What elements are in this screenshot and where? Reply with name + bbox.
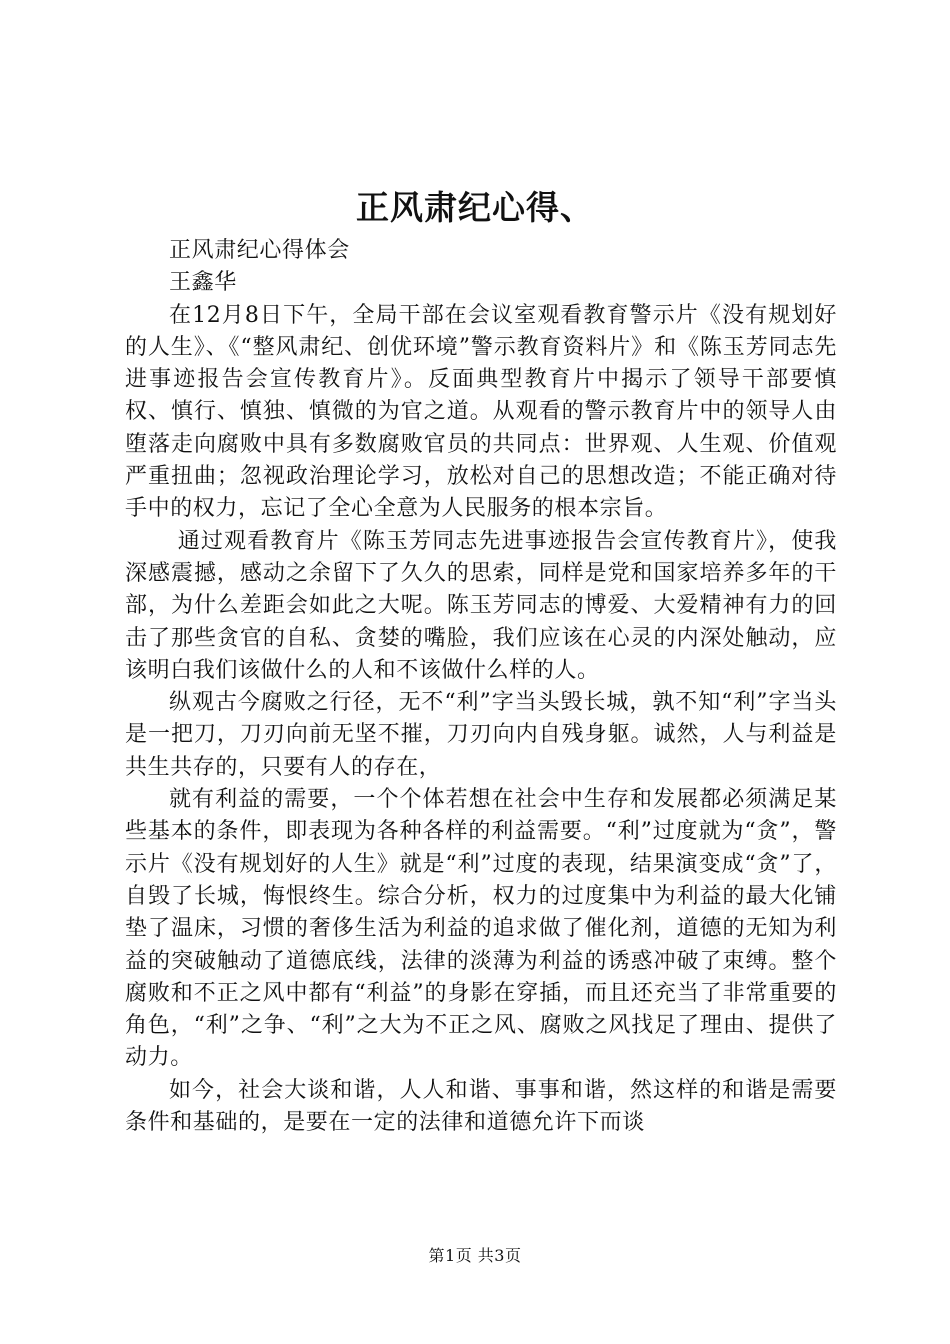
paragraph-2: 通过观看教育片《陈玉芳同志先进事迹报告会宣传教育片》，使我深感震撼，感动之余留下了久久的思索，同样是党和国家培养多年的干部，为什么差距会如此之大呢。陈玉芳同志的博爱、大爱精神有力的回击了那些贪官的自私、贪婪的嘴脸，我们应该在心灵的内深处触动，应该明白我们该做什么的人和不该做什么样的人。 [125,528,837,683]
paragraph-4: 就有利益的需要，一个个体若想在社会中生存和发展都必须满足某些基本的条件，即表现为各种各样的利益需要。“利”过度就为“贪”，警示片《没有规划好的人生》就是“利”过度的表现，结果演变成“贪”了，自毁了长城，悔恨终生。综合分析，权力的过度集中为利益的最大化铺垫了温床，习惯的奢侈生活为利益的追求做了催化剂，道德的无知为利益的突破触动了道德底线，法律的淡薄为利益的诱惑冲破了束缚。整个腐败和不正之风中都有“利益”的身影在穿插，而且还充当了非常重要的角色，“利”之争、“利”之大为不正之风、腐败之风找足了理由、提供了动力。 [125,787,837,1071]
paragraph-5: 如今，社会大谈和谐，人人和谐、事事和谐，然这样的和谐是需要条件和基础的，是要在一定的法律和道德允许下而谈 [125,1077,837,1136]
document-title: 正风肃纪心得、 [356,188,594,227]
subtitle-line: 正风肃纪心得体会 [169,238,350,263]
paragraph-1: 在12月8日下午，全局干部在会议室观看教育警示片《没有规划好的人生》、《“整风肃纪、创优环境”警示教育资料片》和《陈玉芳同志先进事迹报告会宣传教育片》。反面典型教育片中揭示了领导干部要慎权、慎行、慎独、慎微的为官之道。从观看的警示教育片中的领导人由堕落走向腐败中具有多数腐败官员的共同点：世界观、人生观、价值观严重扭曲；忽视政治理论学习，放松对自己的思想改造；不能正确对待手中的权力，忘记了全心全意为人民服务的根本宗旨。 [125,302,837,522]
paragraph-3: 纵观古今腐败之行径，无不“利”字当头毁长城，孰不知“利”字当头是一把刀，刀刃向前无坚不摧，刀刃向内自残身躯。诚然，人与利益是共生共存的，只要有人的存在， [125,690,837,780]
author-line: 王鑫华 [169,270,237,296]
document-body [125,235,837,1139]
page-footer: 第1页 共3页 [428,1246,522,1265]
